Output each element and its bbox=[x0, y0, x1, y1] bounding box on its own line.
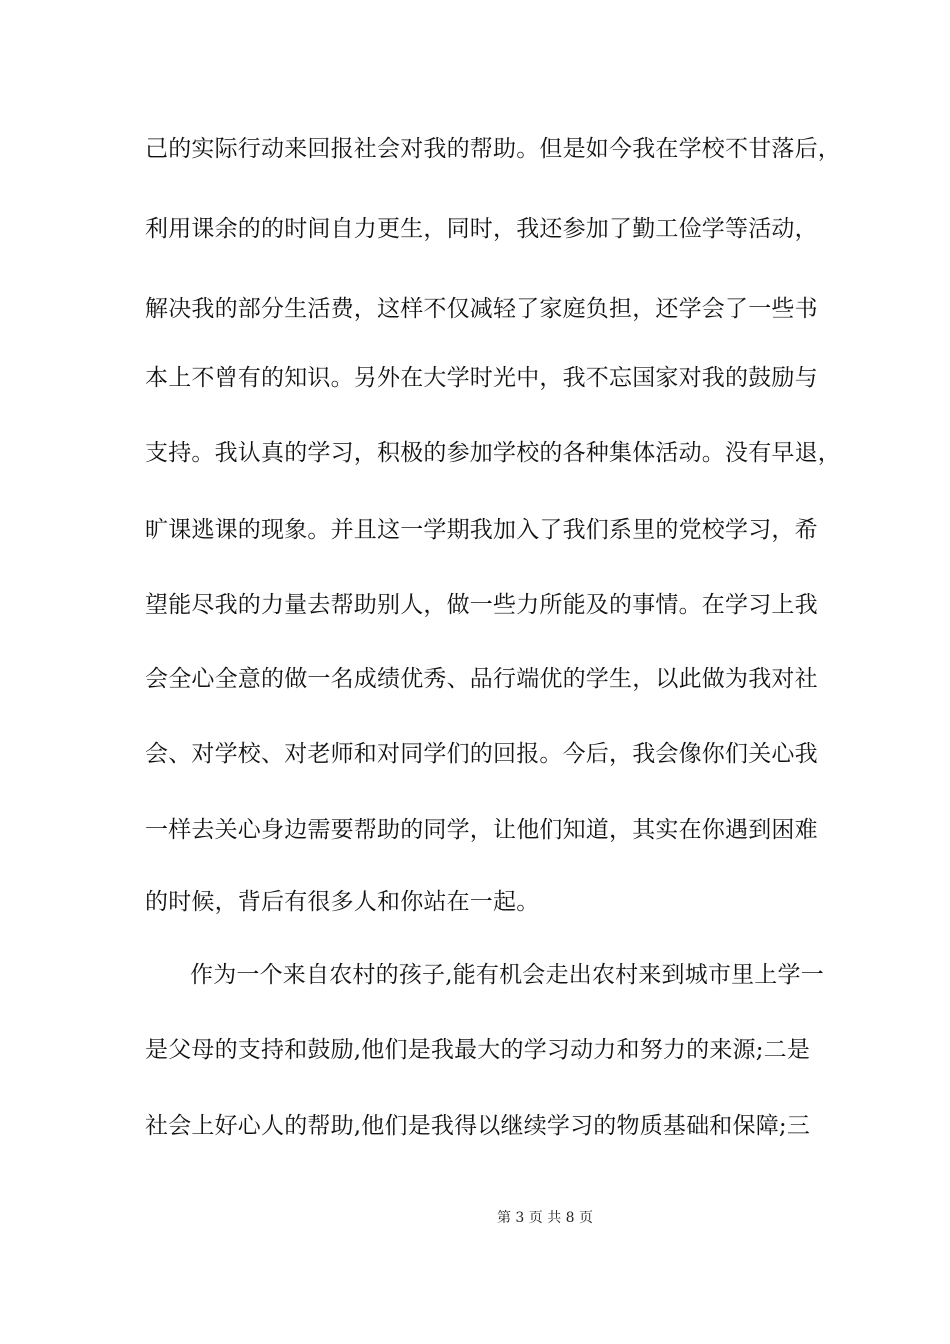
paragraph-1-line-1: 己的实际行动来回报社会对我的帮助。但是如今我在学校不甘落后， bbox=[145, 136, 841, 162]
paragraph-2-line-1: 作为一个来自农村的孩子,能有机会走出农村来到城市里上学一 bbox=[190, 962, 824, 988]
paragraph-2-line-3: 社会上好心人的帮助,他们是我得以继续学习的物质基础和保障;三 bbox=[145, 1113, 811, 1139]
page-number-footer: 第 3 页 共 8 页 bbox=[496, 1210, 594, 1226]
paragraph-1-line-2: 利用课余的的时间自力更生，同时，我还参加了勤工俭学等活动， bbox=[145, 216, 818, 242]
paragraph-1-line-9: 会、对学校、对老师和对同学们的回报。今后，我会像你们关心我 bbox=[145, 741, 818, 767]
paragraph-1-line-3: 解决我的部分生活费，这样不仅减轻了家庭负担，还学会了一些书 bbox=[145, 296, 818, 322]
paragraph-1-line-4: 本上不曾有的知识。另外在大学时光中，我不忘国家对我的鼓励与 bbox=[145, 365, 818, 391]
paragraph-2-line-2: 是父母的支持和鼓励,他们是我最大的学习动力和努力的来源;二是 bbox=[145, 1037, 811, 1063]
paragraph-1-line-6: 旷课逃课的现象。并且这一学期我加入了我们系里的党校学习，希 bbox=[145, 517, 818, 543]
paragraph-1-line-10: 一样去关心身边需要帮助的同学，让他们知道，其实在你遇到困难 bbox=[145, 817, 818, 843]
paragraph-1-line-11: 的时候，背后有很多人和你站在一起。 bbox=[145, 889, 540, 915]
paragraph-1-line-8: 会全心全意的做一名成绩优秀、品行端优的学生，以此做为我对社 bbox=[145, 666, 818, 692]
paragraph-1-line-7: 望能尽我的力量去帮助别人，做一些力所能及的事情。在学习上我 bbox=[145, 592, 818, 618]
paragraph-1-line-5: 支持。我认真的学习，积极的参加学校的各种集体活动。没有早退， bbox=[145, 440, 841, 466]
